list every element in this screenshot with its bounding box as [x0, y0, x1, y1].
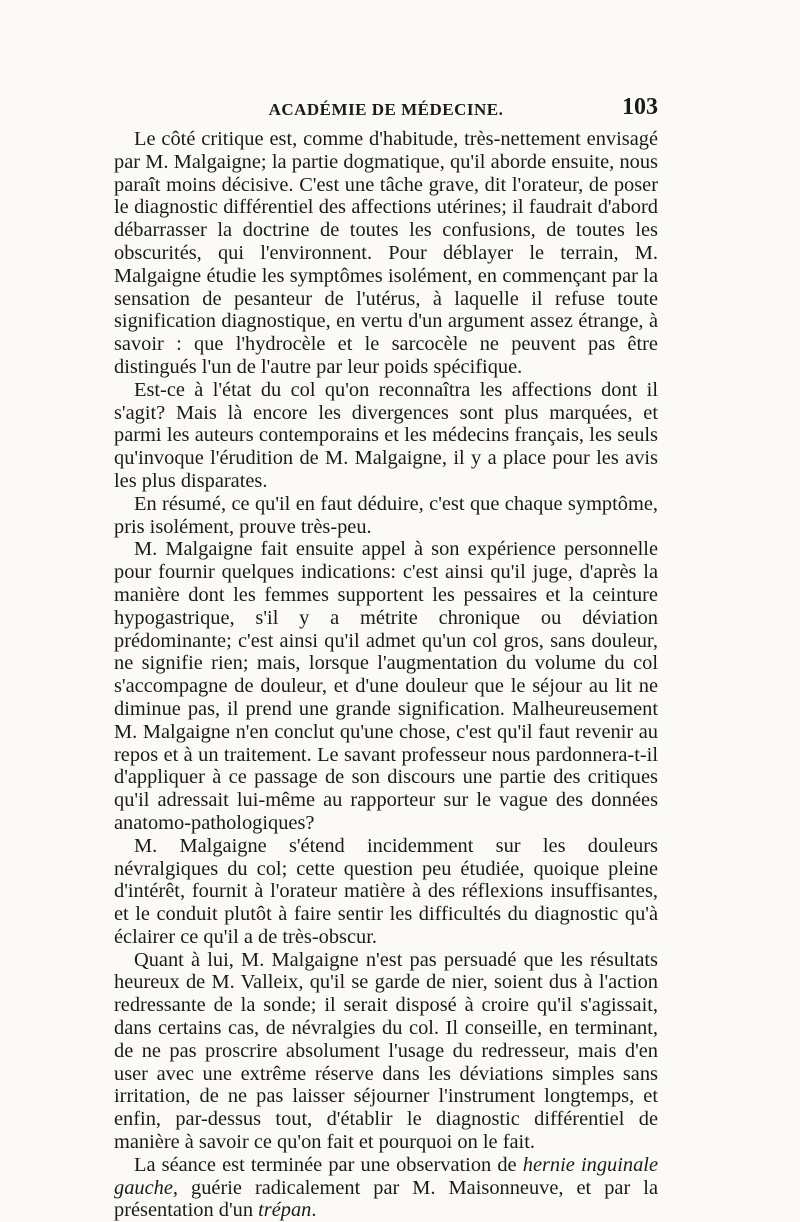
paragraph: Est-ce à l'état du col qu'on reconnaîtra les affections dont il s'agit? Mais là encore les divergences sont plus marquées, et parmi les auteurs contemporains et les médecins français, les seuls qu'invoque l'érudition de M. Malgaigne, il y a place pour les avis les plus disparates.	[114, 378, 658, 492]
running-header	[116, 96, 656, 126]
body-text	[114, 128, 658, 1222]
paragraph: Quant à lui, M. Malgaigne n'est pas persuadé que les résultats heureux de M. Valleix, qu'il se garde de nier, soient dus à l'action redressante de la sonde; il serait disposé à croire qu'il s'agissait, dans certains cas, de névralgies du col. Il conseille, en terminant, de ne pas proscrire absolument l'usage du redresseur, mais d'en user avec une extrême réserve dans les déviations simples sans irritation, de ne pas laisser séjourner l'instrument longtemps, et enfin, par-dessus tout, d'établir le diagnostic différentiel de manière à savoir ce qu'on fait et pourquoi on le fait.	[114, 948, 658, 1154]
running-title: ACADÉMIE DE MÉDECINE.	[268, 100, 504, 119]
text-run: , guérie radicalement par M. Maisonneuve, et par la présentation d'un	[114, 1176, 658, 1222]
text-run: La séance est terminée par une observation de	[134, 1153, 523, 1176]
paragraph: En résumé, ce qu'il en faut déduire, c'est que chaque symptôme, pris isolément, prouve très-peu.	[114, 492, 658, 538]
paragraph: M. Malgaigne fait ensuite appel à son expérience personnelle pour fournir quelques indications: c'est ainsi qu'il juge, d'après la manière dont les femmes supportent les pessaires et la ceinture hypogastrique, s'il y a métrite chronique ou déviation prédominante; c'est ainsi qu'il admet qu'un col gros, sans douleur, ne signifie rien; mais, lorsque l'augmentation du volume du col s'accompagne de douleur, et d'une douleur que le séjour au lit ne diminue pas, il prend une grande signification. Malheureusement M. Malgaigne n'en conclut qu'une chose, c'est qu'il faut revenir au repos et à un traitement. Le savant professeur nous pardonnera-t-il d'appliquer à ce passage de son discours une partie des critiques qu'il adressait lui-même au rapporteur sur le vague des données anatomo-pathologiques?	[114, 538, 658, 834]
italic-term: hernie inguinale gauche	[114, 1153, 658, 1199]
paragraph-last	[114, 1154, 658, 1222]
text-run: .	[311, 1199, 317, 1222]
page-number: 103	[622, 94, 658, 120]
italic-term: trépan	[258, 1199, 312, 1222]
paragraph: Le côté critique est, comme d'habitude, très-nettement envisagé par M. Malgaigne; la partie dogmatique, qu'il aborde ensuite, nous paraît moins décisive. C'est une tâche grave, dit l'orateur, de poser le diagnostic différentiel des affections utérines; il faudrait d'abord débarrasser la doctrine de toutes les confusions, de toutes les obscurités, qui l'environnent. Pour déblayer le terrain, M. Malgaigne étudie les symptômes isolément, en commençant par la sensation de pesanteur de l'utérus, à laquelle il refuse toute signification diagnostique, en vertu d'un argument assez étrange, à savoir : que l'hydrocèle et le sarcocèle ne peuvent pas être distingués l'un de l'autre par leur poids spécifique.	[114, 128, 658, 378]
paragraph: M. Malgaigne s'étend incidemment sur les douleurs névralgiques du col; cette question peu étudiée, quoique pleine d'intérêt, fournit à l'orateur matière à des réflexions insuffisantes, et le conduit plutôt à faire sentir les difficultés du diagnostic qu'à éclairer ce qu'il a de très-obscur.	[114, 834, 658, 948]
